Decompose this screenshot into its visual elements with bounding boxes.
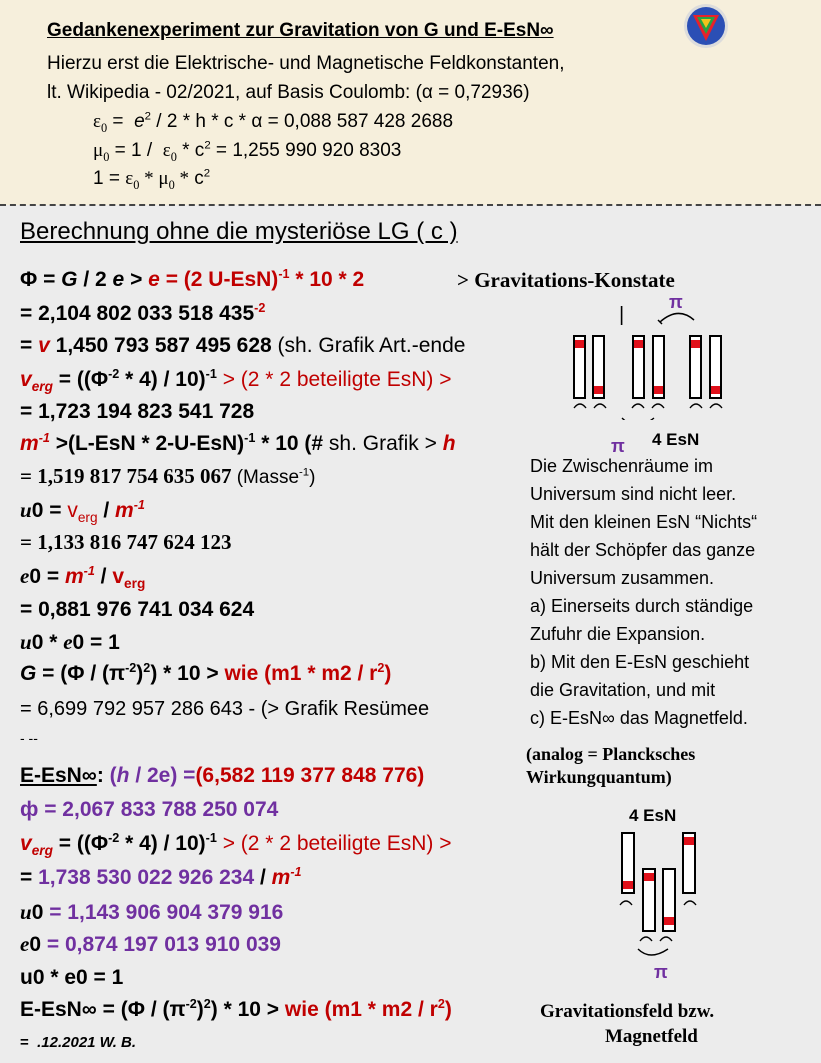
intro-line-1: Hierzu erst die Elektrische- und Magnetische Feldkonstanten, <box>47 53 565 74</box>
eesn-identity: u0 * e0 = 1 <box>20 966 124 989</box>
formula-mu: $\mu_0 = 1 / \varepsilon_0 * c^2 = 1,255$ 990 920 8303 <box>93 139 402 164</box>
u0-formula: $u0 = v_{erg} / m^{-1}$ <box>20 498 145 526</box>
caption-line-1: Gravitationsfeld bzw. <box>540 1001 715 1022</box>
pi-label-lower: π <box>654 962 668 982</box>
g-value: = 6,699 792 957 286 643 - (> Grafik Resümee <box>20 698 430 720</box>
pi-label-bottom: π <box>611 436 625 456</box>
section-heading: Berechnung ohne die mysteriöse LG ( c ) <box>20 218 458 245</box>
side-text-1: Die Zwischenräume im <box>530 456 714 476</box>
caption-line-2: Magnetfeld <box>605 1026 698 1047</box>
side-text-10: c) E-EsN∞ das Magnetfeld. <box>530 708 748 728</box>
dashed-divider <box>0 204 821 206</box>
esn-label-lower: 4 EsN <box>629 806 677 825</box>
e0-value: = 0,881 976 741 034 624 <box>20 598 255 621</box>
side-text-7: Zufuhr die Expansion. <box>530 624 706 644</box>
intro-line-2: lt. Wikipedia - 02/2021, auf Basis Coulomb: (α = 0,72936) <box>47 82 530 103</box>
pi-label-top: π <box>669 292 683 312</box>
phi-value: = 2,104 802 033 518 $435^{-2}$ <box>20 301 266 325</box>
side-text-9: die Gravitation, und mit <box>530 680 716 700</box>
u0-value: = 1,133 816 747 624 123 <box>20 530 232 554</box>
side-text-2: Universum sind nicht leer. <box>530 484 737 504</box>
analog-note-2: Wirkungquantum) <box>526 767 672 787</box>
eesn-h-formula: E-EsN∞: (h / 2e) =(6,582 119 377 848 776) <box>20 764 425 787</box>
footer-date: = .12.2021 W. B. <box>20 1034 137 1051</box>
formula-epsilon: $\varepsilon_0 = e^2 / 2 * h * c * \alpha = 0,088$ 587 428 2688 <box>93 110 454 135</box>
esn-diagram-upper <box>560 300 760 420</box>
v-value: = v 1,450 793 587 495 628 (sh. Grafik Art.-ende <box>20 334 466 357</box>
u0e0-identity: u0 * e0 = 1 <box>20 630 120 654</box>
eesn-phi-value: ф = 2,067 833 788 250 074 <box>20 798 279 821</box>
formula-phi: Φ = G / 2 e > e = (2 U-EsN)$^{-1}$ * 10 * 2 <box>20 267 365 291</box>
g-formula: $G = (\Phi / (\pi^{-2})^2) * 10$ > wie $(m1 * m2 / r^2)$ <box>20 661 392 685</box>
page-title: Gedankenexperiment zur Gravitation von G und E-EsN∞ <box>47 20 554 41</box>
side-text-3: Mit den kleinen EsN “Nichts“ <box>530 512 758 532</box>
eesn-formula: $E-EsN\infty = (\Phi / (\pi^{-2})^2) * 10$ > wie $(m1 * m2 / r^2)$ <box>20 997 452 1021</box>
m-formula: $m^{-1} >(L-EsN * 2-U-EsN)^{-1} * 10$ (# sh. Grafik > h <box>20 431 456 455</box>
m-value: = 1,519 817 754 635 067 (Masse$^{-1}$) <box>20 464 316 488</box>
eesn-e0-value: e0 = 0,874 197 013 910 039 <box>20 932 281 956</box>
separator: - -- <box>20 730 38 746</box>
eesn-verg-formula: $v_{erg} = ((\Phi^{-2} * 4) / 10)^{-1} > (2 * 2$ beteiligte EsN) > <box>20 831 452 859</box>
eesn-verg-value: = 1,738 530 022 926 $234 / m^{-1}$ <box>20 865 302 889</box>
eesn-u0-value: u0 = 1,143 906 904 379 916 <box>20 900 284 924</box>
side-text-5: Universum zusammen. <box>530 568 715 588</box>
e0-formula: $e0 = m^{-1} / v_{erg}$ <box>20 564 146 592</box>
verg-value: = 1,723 194 823 541 728 <box>20 400 255 423</box>
analog-note-1: (analog = Plancksches <box>526 744 696 764</box>
side-text-4: hält der Schöpfer das ganze <box>530 540 756 560</box>
marker-bar: | <box>619 304 625 326</box>
gravitation-constant-label: > Gravitations-Konstate <box>457 268 675 292</box>
side-text-8: b) Mit den E-EsN geschieht <box>530 652 750 672</box>
verg-formula: $v_{erg} = ((\Phi^{-2} * 4) / 10)^{-1} > (2 * 2$ beteiligte EsN) > <box>20 367 452 395</box>
esn-label-upper: 4 EsN <box>652 430 700 449</box>
esn-diagram-lower <box>610 825 730 975</box>
side-text-6: a) Einerseits durch ständige <box>530 596 754 616</box>
formula-identity: $1 = \varepsilon_0 * \mu_0 * c^2$ <box>93 167 211 192</box>
logo-icon <box>684 4 728 48</box>
